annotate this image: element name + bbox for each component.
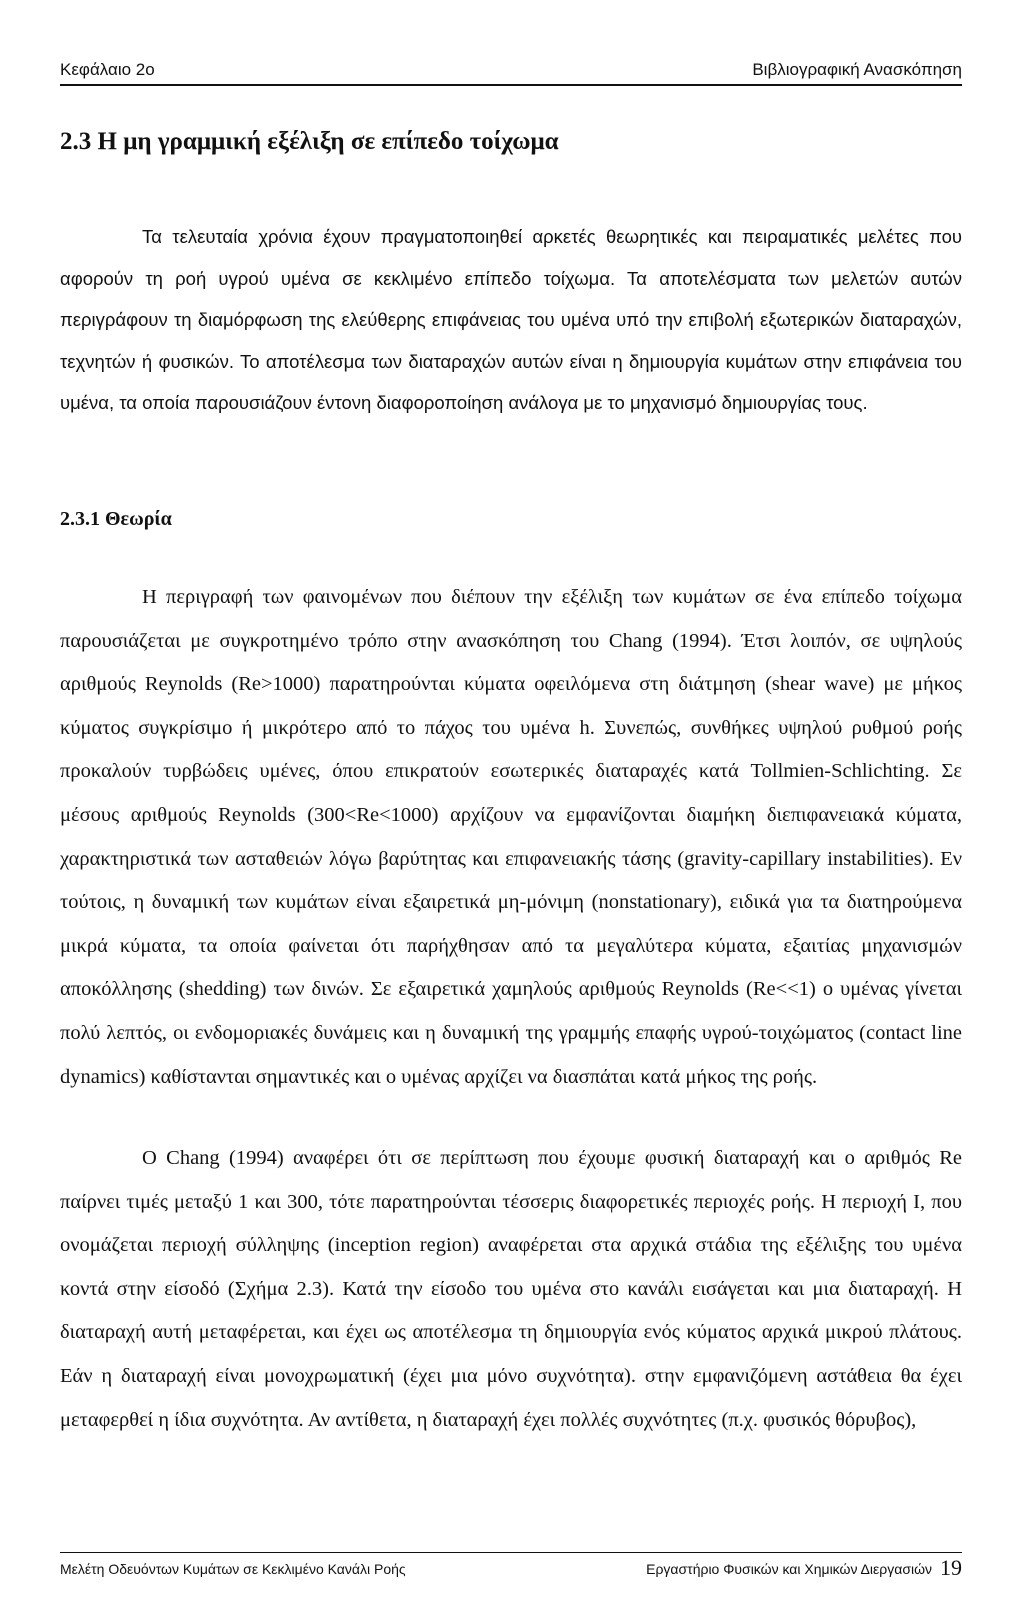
section-title: 2.3 Η μη γραμμική εξέλιξη σε επίπεδο τοίχωμα xyxy=(60,128,559,155)
header-section-label: Βιβλιογραφική Ανασκόπηση xyxy=(752,60,962,79)
page-footer xyxy=(60,1552,962,1583)
chapter-label: Κεφάλαιο 2ο xyxy=(60,60,155,79)
page-number: 19 xyxy=(940,1555,962,1580)
chang-paragraph: Ο Chang (1994) αναφέρει ότι σε περίπτωση που έχουμε φυσική διαταραχή και ο αριθμός Re παίρνει τιμές μεταξύ 1 και 300, τότε παρατηρούνται τέσσερις διαφορετικές περιοχές ροής. Η περιοχή I, που ονομάζεται περιοχή σύλληψης (inception region) αναφέρεται στα αρχικά στάδια της εξέλιξης του υμένα κοντά στην είσοδό (Σχήμα 2.3). Κατά την είσοδο του υμένα στο κανάλι εισάγεται και μια διαταραχή. Η διαταραχή αυτή μεταφέρεται, και έχει ως αποτέλεσμα τη δημιουργία ενός κύματος αρχικά μικρού πλάτους. Εάν η διαταραχή είναι μονοχρωματική (έχει μια μόνο συχνότητα). στην εμφανιζόμενη αστάθεια θα έχει μεταφερθεί η ίδια συχνότητα. Αν αντίθετα, η διαταραχή έχει πολλές συχνότητες (π.χ. φυσικός θόρυβος), xyxy=(60,1147,962,1431)
footer-thesis-title: Μελέτη Οδευόντων Κυμάτων σε Κεκλιμένο Κανάλι Ροής xyxy=(60,1561,406,1577)
intro-paragraph: Τα τελευταία χρόνια έχουν πραγματοποιηθεί αρκετές θεωρητικές και πειραματικές μελέτες που αφορούν τη ροή υγρού υμένα σε κεκλιμένο επίπεδο τοίχωμα. Τα αποτελέσματα των μελετών αυτών περιγράφουν τη διαμόρφωση της ελεύθερης επιφάνειας του υμένα υπό την επιβολή εξωτερικών διαταραχών, τεχνητών ή φυσικών. Το αποτέλεσμα των διαταραχών αυτών είναι η δημιουργία κυμάτων στην επιφάνεια του υμένα, τα οποία παρουσιάζουν έντονη διαφοροποίηση ανάλογα με το μηχανισμό δημιουργίας τους. xyxy=(60,226,962,413)
theory-paragraph: Η περιγραφή των φαινομένων που διέπουν την εξέλιξη των κυμάτων σε ένα επίπεδο τοίχωμα παρουσιάζεται με συγκροτημένο τρόπο στην ανασκόπηση του Chang (1994). Έτσι λοιπόν, σε υψηλούς αριθμούς Reynolds (Re>1000) παρατηρούνται κύματα οφειλόμενα στη διάτμηση (shear wave) με μήκος κύματος συγκρίσιμο ή μικρότερο από το πάχος του υμένα h. Συνεπώς, συνθήκες υψηλού ρυθμού ροής προκαλούν τυρβώδεις υμένες, όπου επικρατούν εσωτερικές διαταραχές κατά Tollmien-Schlichting. Σε μέσους αριθμούς Reynolds (300<Re<1000) αρχίζουν να εμφανίζονται διαμήκη διεπιφανειακά κύματα, χαρακτηριστικά των ασταθειών λόγω βαρύτητας και επιφανειακής τάσης (gravity-capillary instabilities). Εν τούτοις, η δυναμική των κυμάτων είναι εξαιρετικά μη-μόνιμη (nonstationary), ειδικά για τα διατηρούμενα μικρά κύματα, τα οποία φαίνεται ότι παρήχθησαν από τα μεγαλύτερα κύματα, εξαιτίας μηχανισμών αποκόλλησης (shedding) των δινών. Σε εξαιρετικά χαμηλούς αριθμούς Reynolds (Re<<1) ο υμένας γίνεται πολύ λεπτός, οι ενδομοριακές δυνάμεις και η δυναμική της γραμμής επαφής υγρού-τοιχώματος (contact line dynamics) καθίστανται σημαντικές και ο υμένας αρχίζει να διασπάται κατά μήκος της ροής. xyxy=(60,586,962,1088)
footer-lab-name: Εργαστήριο Φυσικών και Χημικών Διεργασιών xyxy=(646,1561,932,1577)
subsection-title: 2.3.1 Θεωρία xyxy=(60,508,172,530)
running-header xyxy=(60,58,962,86)
